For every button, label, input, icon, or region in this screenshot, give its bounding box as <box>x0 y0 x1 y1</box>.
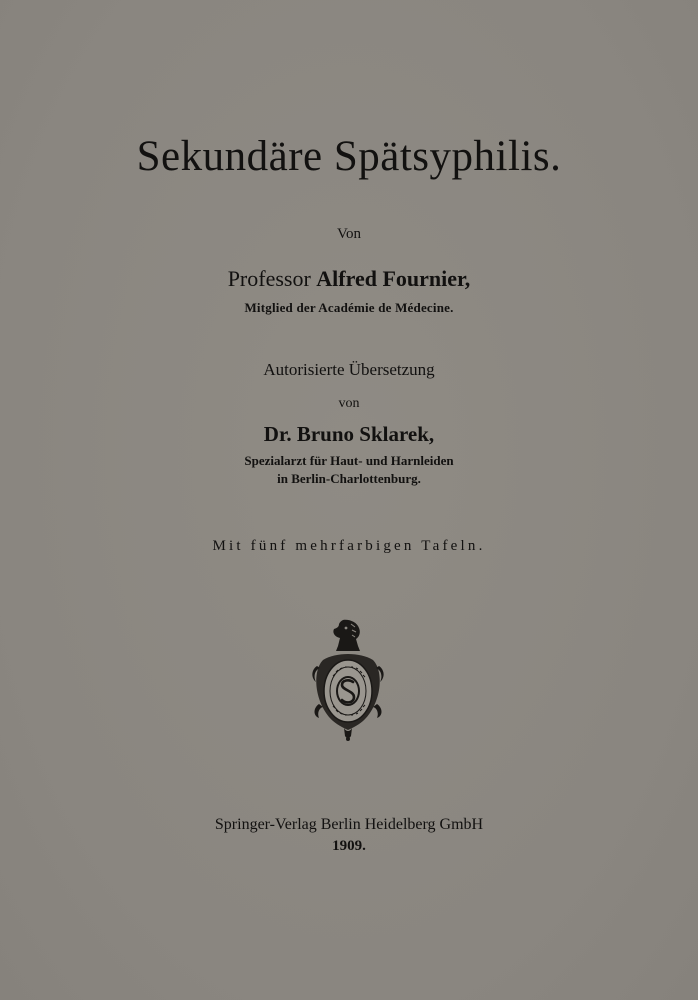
translator-affiliation-line1: Spezialarzt für Haut- und Harnleiden <box>244 453 454 468</box>
translator-affiliation-line2: in Berlin-Charlottenburg. <box>277 471 421 486</box>
publication-year: 1909. <box>332 838 366 854</box>
by-label: Von <box>337 226 361 242</box>
springer-knight-logo-icon <box>311 618 385 742</box>
author-affiliation: Mitglied der Académie de Médecine. <box>244 300 454 315</box>
author-name: Alfred Fournier, <box>316 266 471 291</box>
publisher-name: Springer-Verlag Berlin Heidelberg GmbH <box>214 816 484 833</box>
author-line <box>0 266 698 292</box>
translation-label: Autorisierte Übersetzung <box>263 360 435 379</box>
book-title: Sekundäre Spätsyphilis. <box>136 133 562 180</box>
translator-by-label: von <box>338 396 360 411</box>
translator-name: Dr. Bruno Sklarek, <box>263 422 435 446</box>
plates-note: Mit fünf mehrfarbigen Tafeln. <box>212 538 486 554</box>
author-title: Professor <box>227 266 311 291</box>
